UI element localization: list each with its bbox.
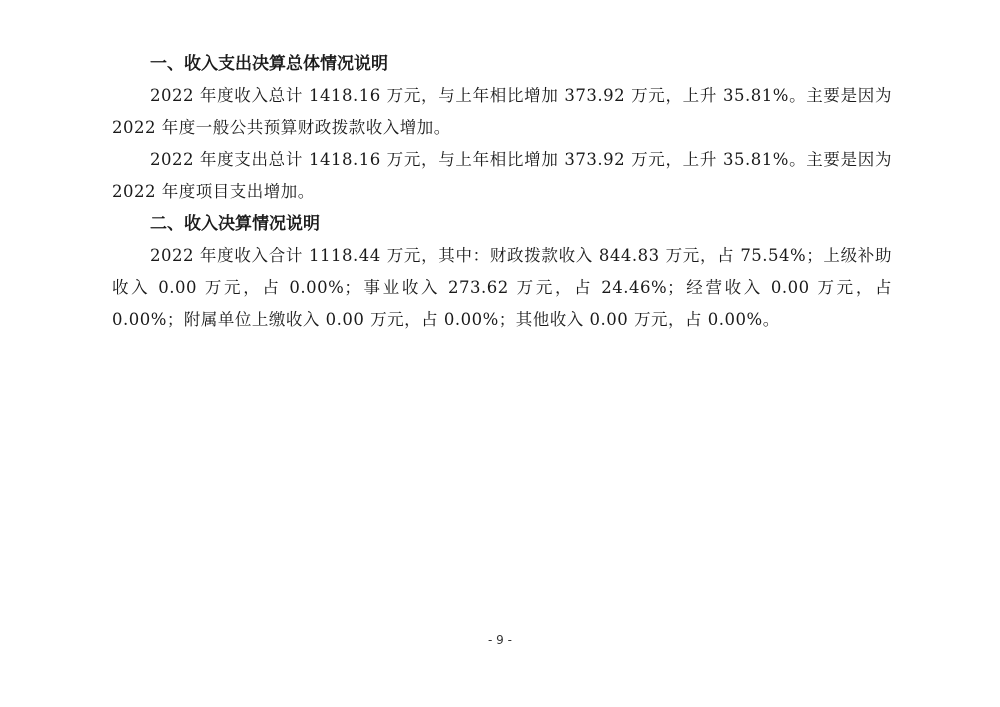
page-number: - 9 - [488,633,512,647]
section-heading-overall: 一、收入支出决算总体情况说明 [150,54,388,74]
paragraph-income-breakdown: 2022 年度收入合计 1118.44 万元，其中：财政拨款收入 844.83 万元，占 75.54%；上级补助收入 0.00 万元，占 0.00%；事业收入 273.62 万元，占 24.46%；经营收入 0.00 万元，占 0.00%；附属单位上缴收入 0.00 万元，占 0.00%；其他收入 0.00 万元，占 0.00%。 [112,246,892,329]
section-heading-income: 二、收入决算情况说明 [150,214,320,234]
paragraph-expenditure-total: 2022 年度支出总计 1418.16 万元，与上年相比增加 373.92 万元，上升 35.81%。主要是因为 2022 年度项目支出增加。 [112,150,892,201]
paragraph-income-total: 2022 年度收入总计 1418.16 万元，与上年相比增加 373.92 万元，上升 35.81%。主要是因为 2022 年度一般公共预算财政拨款收入增加。 [112,86,892,137]
document-body [112,48,892,336]
